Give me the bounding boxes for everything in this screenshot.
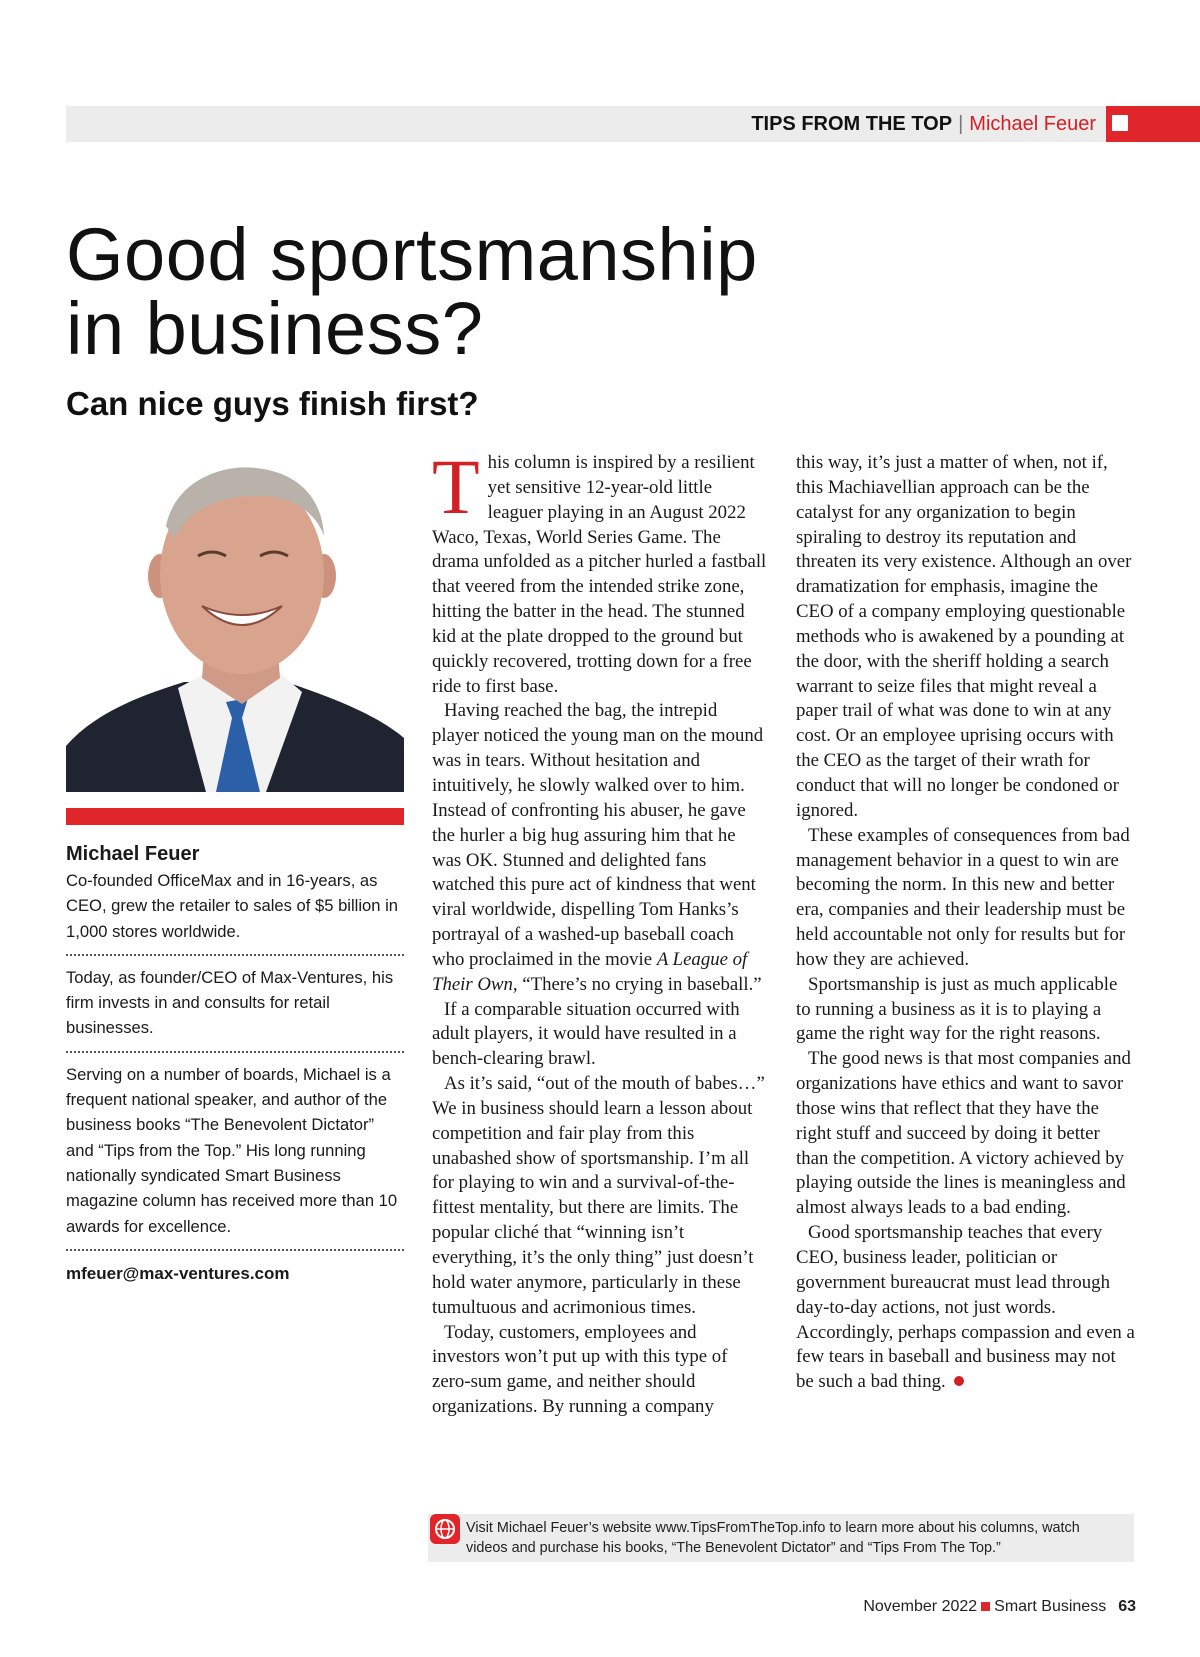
article-column-1 — [432, 443, 768, 1420]
article-paragraph: If a comparable situation occurred with adult players, it would have resulted in a bench-clearing brawl. — [432, 998, 740, 1070]
header-author: Michael Feuer — [969, 113, 1096, 135]
portrait-illustration — [66, 456, 404, 792]
section-kicker: TIPS FROM THE TOP — [751, 113, 953, 135]
globe-icon — [430, 1514, 460, 1544]
paragraph-text: , “There’s no crying in baseball.” — [512, 973, 762, 995]
article-title — [66, 213, 886, 370]
page-number: 63 — [1118, 1598, 1136, 1615]
globe-icon-svg — [430, 1514, 460, 1544]
paragraph-text: his column is inspired by a resilient yet sensitive 12-year-old little leaguer playing in an August 2022 Waco, Texas, World Series Game. The drama unfolded as a pitcher hurled a fastball that veered from the intended strike zone, hitting the batter in the head. The stunned kid at the plate dropped to the ground but quickly recovered, trotting down for a free ride to first base. — [432, 452, 767, 697]
bio-email-link[interactable]: mfeuer@max-ventures.com — [66, 1263, 290, 1283]
article-subtitle: Can nice guys finish first? — [66, 385, 479, 422]
bio-divider — [66, 1249, 404, 1251]
article-paragraph: As it’s said, “out of the mouth of babes…” We in business should learn a lesson about competition and fair play from this unabashed show of sportsmanship. I’m all for playing to win and a survival-of-the-fittest mentality, but there are limits. The popular cliché that “winning isn’t everything, it’s the only thing” just doesn’t hold water anymore, particularly in these tumultuous and acrimonious times. — [432, 1073, 765, 1318]
bio-paragraph-2: Today, as founder/CEO of Max-Ventures, his firm invests in and consults for retail businesses. — [66, 967, 394, 1038]
bio-paragraph-1: Co-founded OfficeMax and in 16-years, as CEO, grew the retailer to sales of $5 billion in 1,000 stores worldwide. — [66, 871, 399, 941]
article-paragraph: this way, it’s just a matter of when, not if, this Machiavellian approach can be the catalyst for any organization to begin spiraling to destroy its reputation and threaten its very existence. Although an over dramatization for emphasis, imagine the CEO of a company employing questionable methods who is awakened by a pounding at the door, with the sheriff holding a search warrant to seize files that might reveal a paper trail of what was done to win at any cost. Or an employee uprising occurs with the CEO as the target of their wrath for conduct that will no longer be condoned or ignored. — [796, 452, 1132, 821]
website-note-text: Visit Michael Feuer’s website www.TipsFromTheTop.info to learn more about his columns, watch videos and purchase his books, “The Benevolent Dictator” and “Tips From The Top.” — [466, 1520, 1080, 1556]
folio-square-icon — [981, 1602, 990, 1611]
end-mark-icon — [954, 1376, 964, 1386]
article-paragraph: Sportsmanship is just as much applicable to running a business as it is to playing a game the right way for the right reasons. — [796, 973, 1118, 1045]
bio-name: Michael Feuer — [66, 843, 200, 865]
article-column-2 — [796, 451, 1136, 1395]
paragraph-text: Good sportsmanship teaches that every CEO, business leader, politician or government bureaucrat must lead through day-to-day actions, not just words. Accordingly, perhaps compassion and even a few tears in baseball and business may not be such a bad thing. — [796, 1222, 1135, 1393]
article-paragraph — [432, 699, 768, 997]
author-portrait — [66, 456, 404, 792]
paragraph-text: Having reached the bag, the intrepid player noticed the young man on the mound was in tears. Without hesitation and intuitively, he slowly walked over to him. Instead of confronting his abuser, he gave the hurler a big hug assuring him that he was OK. Stunned and delighted fans watched this pure act of kindness that went viral worldwide, dispelling Tom Hanks’s portrayal of a washed-up baseball coach who proclaimed in the movie — [432, 700, 764, 970]
issue-date: November 2022 — [863, 1598, 978, 1615]
portrait-accent-bar — [66, 808, 404, 825]
title-line-1: Good sportsmanship — [66, 213, 758, 296]
page-folio — [863, 1597, 1136, 1617]
drop-cap: T — [432, 443, 480, 530]
header-separator: | — [958, 113, 964, 135]
title-line-2: in business? — [66, 287, 484, 370]
section-header — [751, 112, 1096, 136]
movie-title: A League of Their Own — [432, 948, 748, 995]
article-paragraph — [432, 443, 768, 699]
article-paragraph: These examples of consequences from bad management behavior in a quest to win are becoming the norm. In this new and better era, companies and their leadership must be held accountable not only for results but for how they are achieved. — [796, 824, 1130, 970]
article-paragraph: Today, customers, employees and investors won’t put up with this type of zero-sum game, and neither should organizations. By running a company — [432, 1321, 728, 1418]
publication-name: Smart Business — [994, 1598, 1107, 1615]
bio-divider — [66, 954, 404, 956]
bio-divider — [66, 1051, 404, 1053]
article-paragraph — [796, 1221, 1136, 1395]
header-square-icon — [1112, 115, 1128, 131]
bio-paragraph-3: Serving on a number of boards, Michael is a frequent national speaker, and author of the business books “The Benevolent Dictator” and “Tips from the Top.” His long running nationally syndicated Smart Business magazine column has received more than 10 awards for excellence. — [66, 1064, 398, 1236]
author-bio — [66, 840, 404, 1286]
article-paragraph: The good news is that most companies and organizations have ethics and want to savor those wins that reflect that they have the right stuff and succeed by doing it better than the competition. A victory achieved by playing outside the lines is meaningless and almost always leads to a bad ending. — [796, 1048, 1131, 1219]
